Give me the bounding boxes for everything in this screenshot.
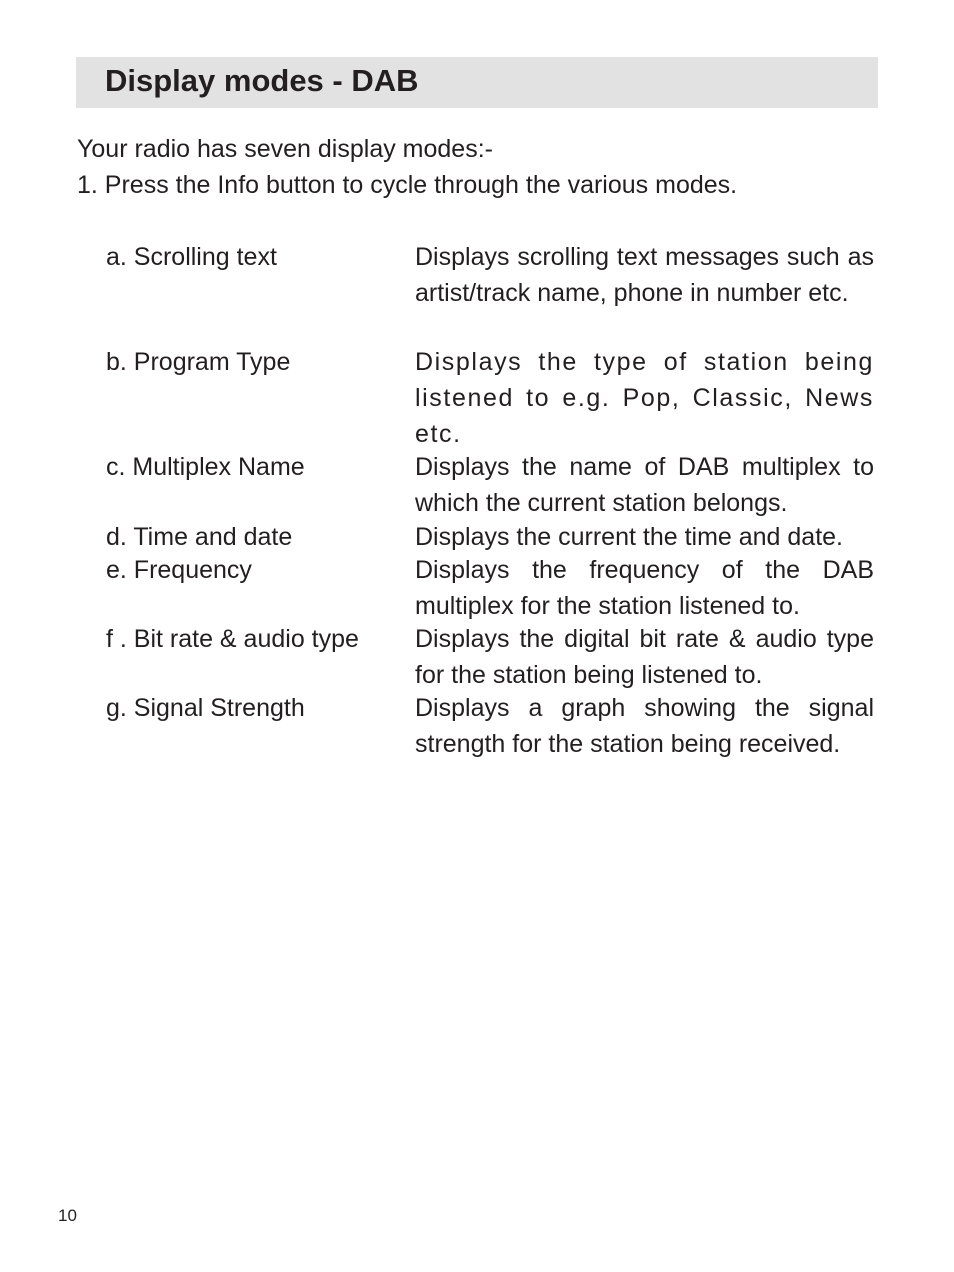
mode-description: Displays scrolling text messages such as artist/track name, phone in number etc. xyxy=(415,243,874,307)
mode-name: c. Multiplex Name xyxy=(106,453,305,481)
intro-text xyxy=(77,131,877,203)
mode-description: Displays the name of DAB multiplex to which the current station belongs. xyxy=(415,453,874,517)
mode-name: b. Program Type xyxy=(106,348,291,376)
page-title: Display modes - DAB xyxy=(105,63,419,98)
mode-name: g. Signal Strength xyxy=(106,694,305,722)
mode-description: Displays the digital bit rate & audio type for the station being listened to. xyxy=(415,625,874,689)
mode-description: Displays the frequency of the DAB multiplex for the station listened to. xyxy=(415,556,874,620)
page-number: 10 xyxy=(58,1206,77,1225)
instruction-step: 1. Press the Info button to cycle through the various modes. xyxy=(77,171,738,199)
mode-name: d. Time and date xyxy=(106,523,293,551)
section-title-bar xyxy=(76,57,878,108)
mode-description: Displays the type of station being listened to e.g. Pop, Classic, News etc. xyxy=(415,348,874,448)
mode-name: e. Frequency xyxy=(106,556,252,584)
intro-line: Your radio has seven display modes:- xyxy=(77,135,493,163)
mode-name: a. Scrolling text xyxy=(106,243,277,271)
mode-description: Displays the current the time and date. xyxy=(415,523,844,551)
mode-name: f . Bit rate & audio type xyxy=(106,625,359,653)
mode-description: Displays a graph showing the signal strength for the station being received. xyxy=(415,694,874,758)
